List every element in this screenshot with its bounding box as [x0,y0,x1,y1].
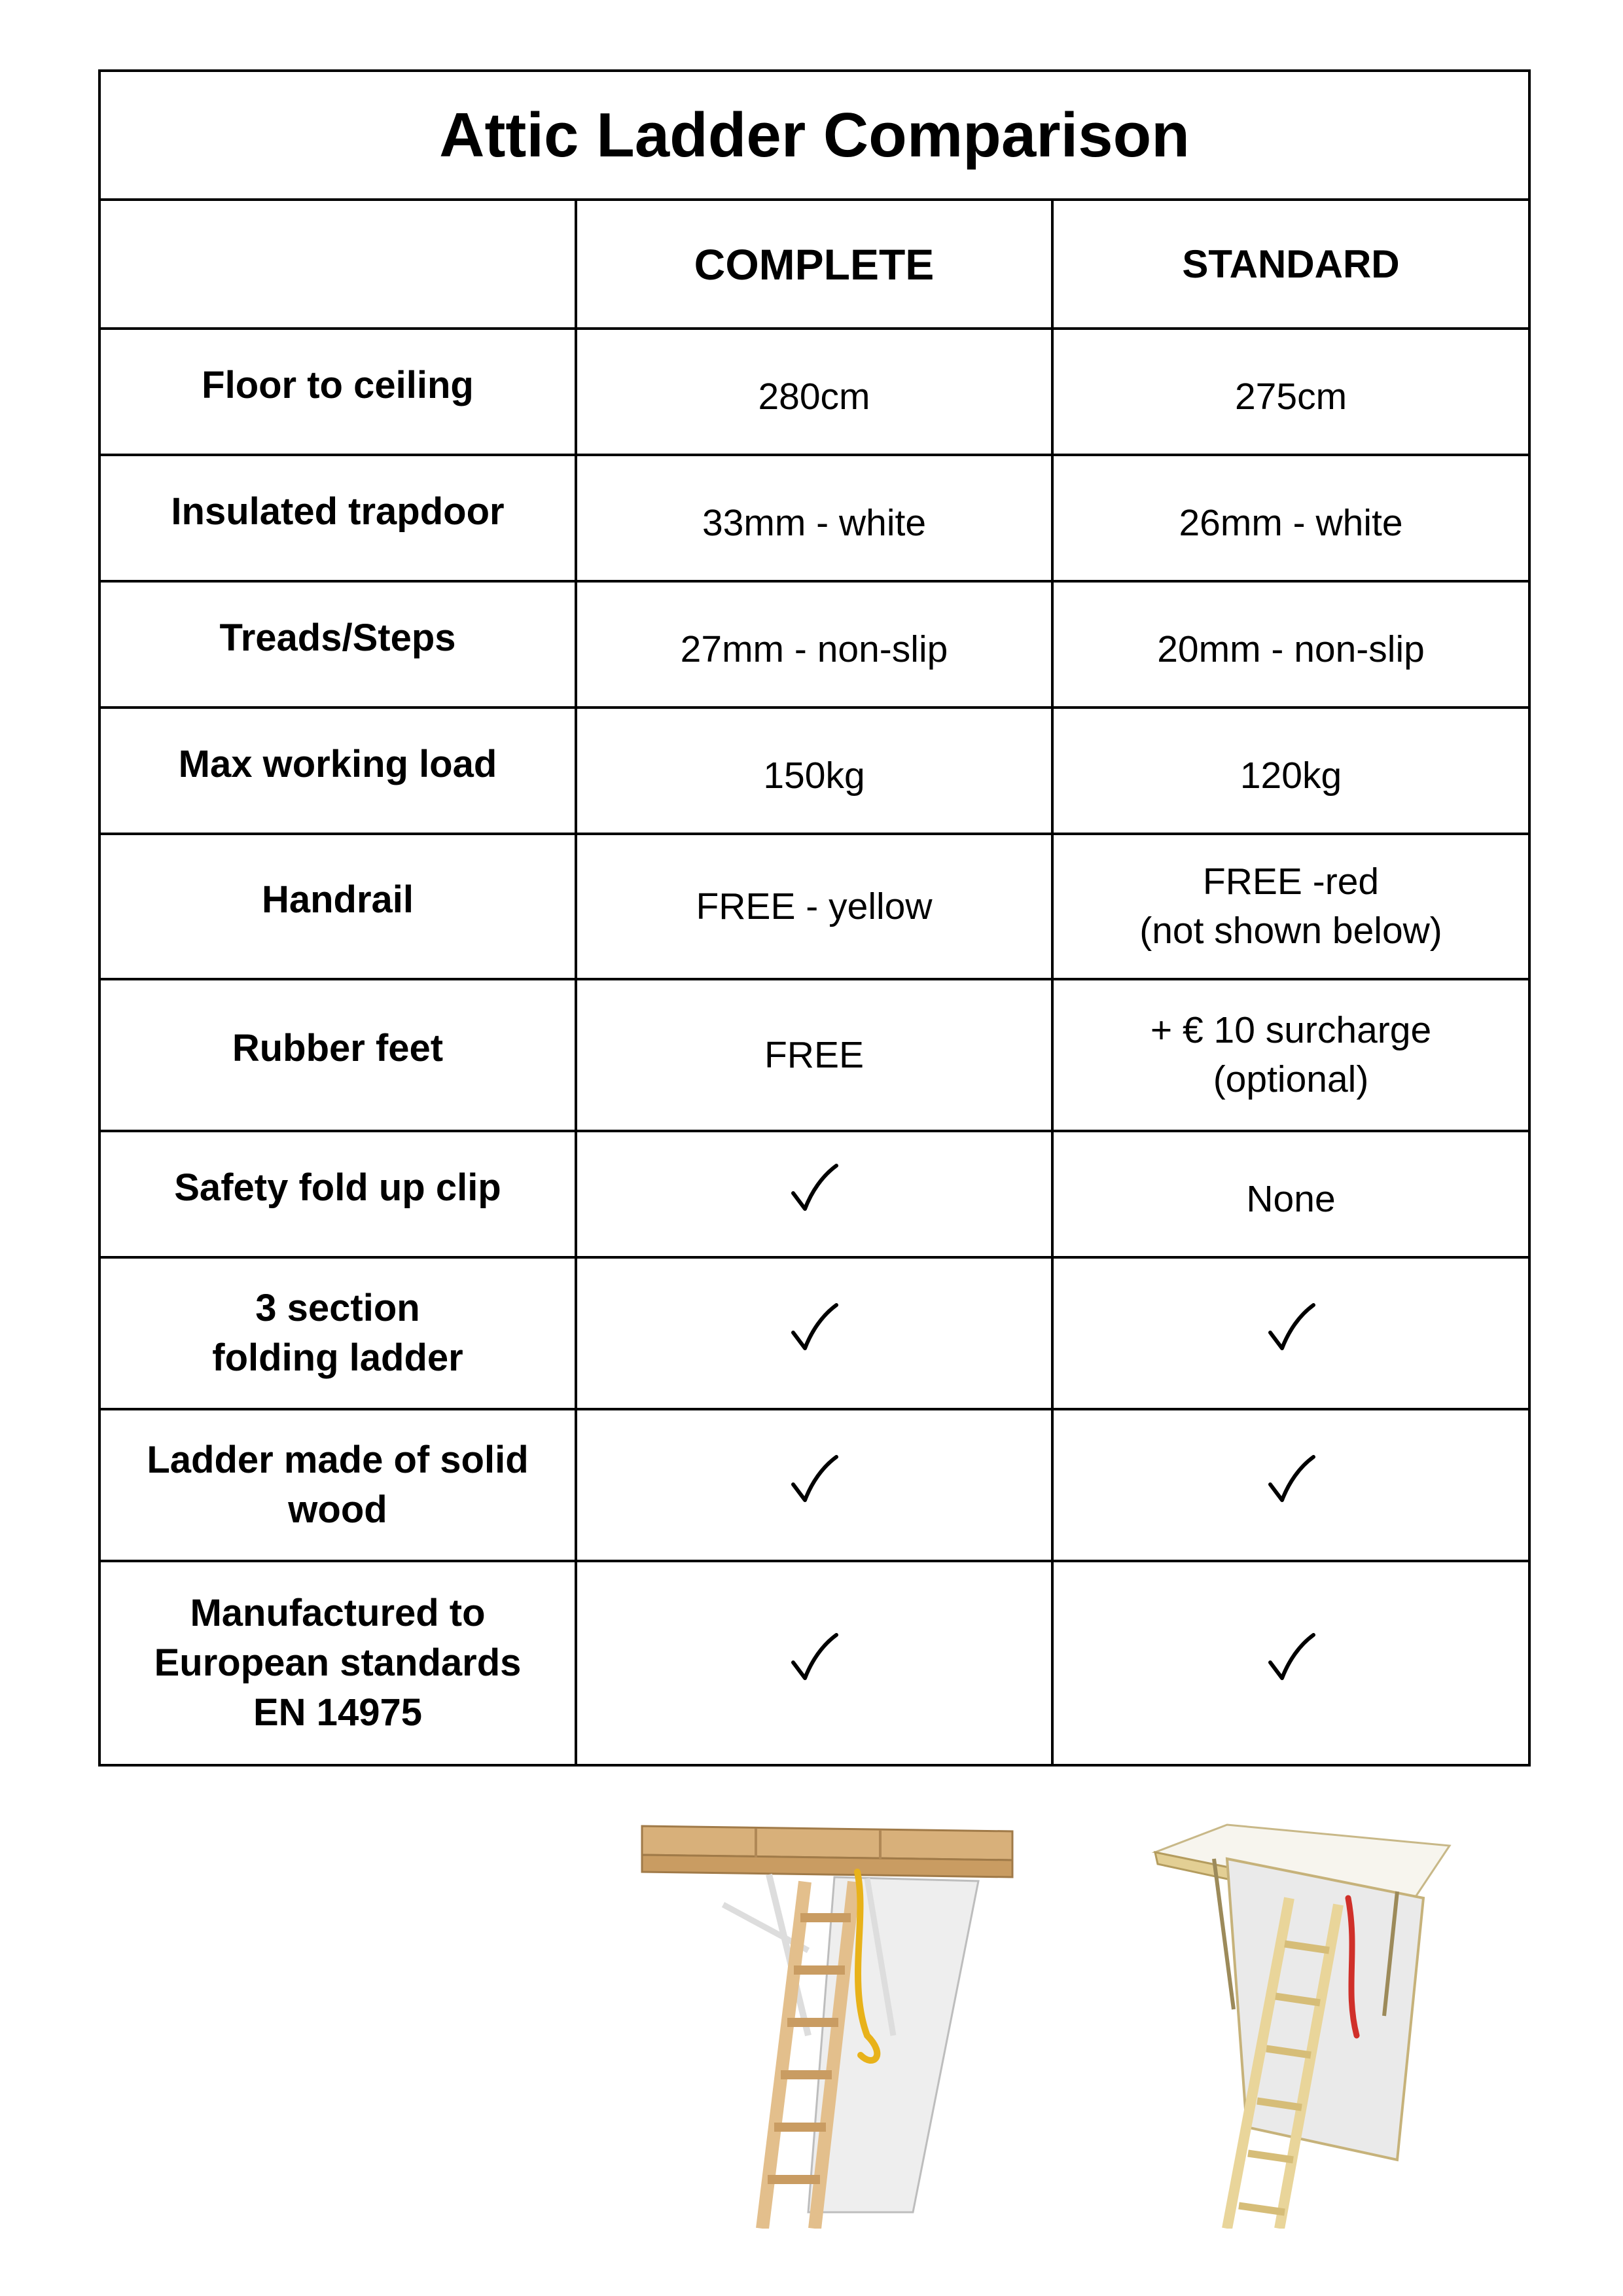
table-row [99,834,1529,979]
complete-value-text: 280cm [758,376,870,418]
feature-label-ladder-made-of-solid-wood [99,1409,576,1561]
feature-label-line: Max working load [178,742,497,785]
feature-label-line: Safety fold up clip [174,1166,501,1209]
feature-label-floor-to-ceiling [99,329,576,455]
standard-value-text: 120kg [1240,755,1342,797]
table-row [99,455,1529,581]
standard-value-cell [1052,834,1529,979]
column-header-complete: COMPLETE [576,200,1052,329]
complete-ladder-image [638,1820,1018,2229]
feature-label-line: wood [288,1488,387,1531]
complete-value-cell [576,834,1052,979]
feature-label-line: Rubber feet [232,1027,444,1069]
standard-value-text: + € 10 surcharge [1150,1009,1432,1051]
table-row [99,979,1529,1131]
checkmark-icon [1265,1453,1317,1505]
standard-value-text: (optional) [1213,1058,1369,1100]
feature-label-3-section-folding-ladder [99,1257,576,1409]
table-row [99,1131,1529,1257]
complete-value-cell [576,329,1052,455]
feature-label-line: Ladder made of solid [147,1439,529,1481]
complete-value-cell [576,1561,1052,1765]
table-row [99,1257,1529,1409]
feature-label-rubber-feet [99,979,576,1131]
feature-label-line: Handrail [261,878,414,921]
standard-value-text: FREE -red [1202,861,1380,903]
standard-value-cell [1052,329,1529,455]
feature-label-handrail [99,834,576,979]
complete-value-cell [576,455,1052,581]
feature-label-line: Treads/Steps [219,616,456,659]
standard-value-text: (not shown below) [1139,910,1442,952]
table-row [99,581,1529,708]
standard-ladder-image [1149,1820,1463,2229]
feature-label-line: Manufactured to [190,1592,486,1634]
standard-value-text: 20mm - non-slip [1157,628,1425,670]
complete-value-cell [576,581,1052,708]
checkmark-icon [1265,1631,1317,1683]
standard-value-text: 275cm [1234,376,1347,418]
column-header-standard: STANDARD [1052,200,1529,329]
comparison-table [98,69,1531,1767]
standard-value-cell [1052,979,1529,1131]
checkmark-icon [788,1301,840,1354]
checkmark-icon [788,1631,840,1683]
complete-value-cell [576,1257,1052,1409]
standard-value-text: 26mm - white [1179,502,1403,544]
table-row [99,329,1529,455]
table-row [99,1561,1529,1765]
complete-value-text: 150kg [763,755,865,797]
standard-value-text: None [1246,1178,1336,1220]
header-row [99,200,1529,329]
complete-value-text: 33mm - white [702,502,927,544]
standard-value-cell [1052,1257,1529,1409]
table-row [99,708,1529,834]
header-empty-cell [99,200,576,329]
standard-value-cell [1052,581,1529,708]
complete-value-cell [576,1131,1052,1257]
standard-value-cell [1052,1131,1529,1257]
table-title: Attic Ladder Comparison [99,71,1529,200]
standard-value-cell [1052,1561,1529,1765]
feature-label-insulated-trapdoor [99,455,576,581]
complete-value-text: FREE [764,1033,865,1076]
feature-label-safety-fold-up-clip [99,1131,576,1257]
standard-value-cell [1052,455,1529,581]
feature-label-line: Insulated trapdoor [171,490,505,533]
feature-label-max-working-load [99,708,576,834]
complete-value-cell [576,979,1052,1131]
complete-value-cell [576,1409,1052,1561]
feature-label-line: EN 14975 [253,1691,422,1734]
feature-label-line: folding ladder [212,1336,463,1379]
feature-label-manufactured-to-european-standards-en-14975 [99,1561,576,1765]
standard-value-cell [1052,1409,1529,1561]
checkmark-icon [788,1162,840,1214]
feature-label-treads-steps [99,581,576,708]
feature-label-line: Floor to ceiling [202,363,474,406]
checkmark-icon [788,1453,840,1505]
feature-label-line: European standards [154,1641,522,1684]
complete-value-text: FREE - yellow [696,885,933,927]
complete-value-text: 27mm - non-slip [680,628,948,670]
table-row [99,1409,1529,1561]
complete-value-cell [576,708,1052,834]
checkmark-icon [1265,1301,1317,1354]
feature-label-line: 3 section [255,1287,420,1329]
standard-value-cell [1052,708,1529,834]
